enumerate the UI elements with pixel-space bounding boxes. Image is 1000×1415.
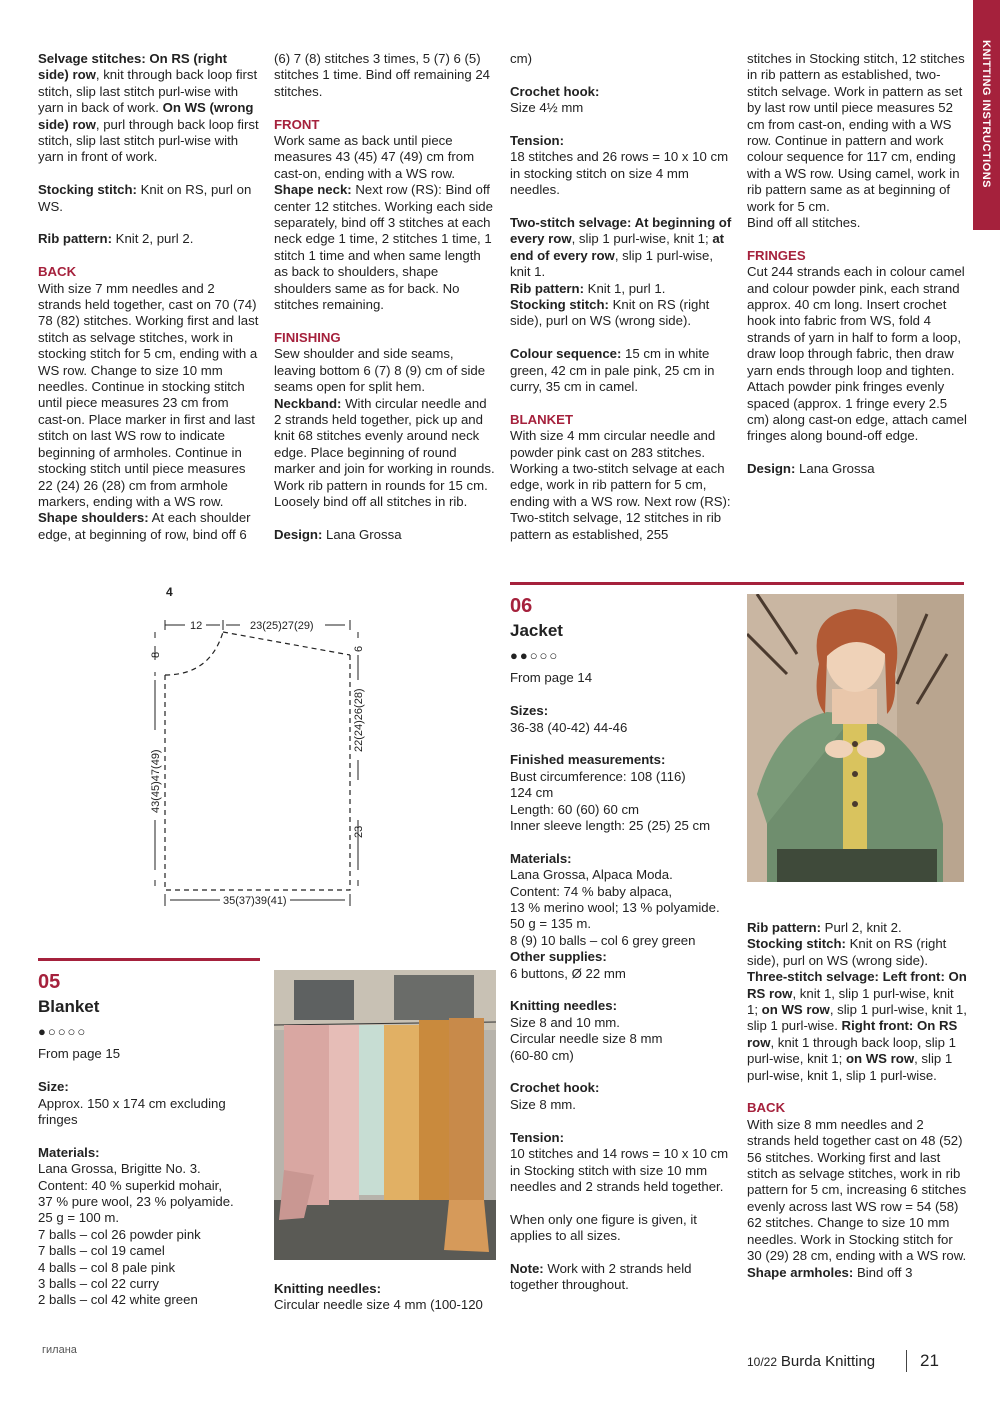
stocking-paragraph: Stocking stitch: Knit on RS, purl on WS. <box>38 182 252 214</box>
finishing-section: FINISHING Sew shoulder and side seams, leaving bottom 6 (7) 8 (9) cm of side seams open for split hem. Neckband: With circular needle and 2 strands held together, pick up and knit 68 stitches evenly around neck edge. Place beginning of round marker and join for working in rounds. Work rib pattern in rounds for 15 cm. Loosely bind off all stitches in rib. <box>274 329 495 509</box>
blanket-continued: stitches in Stocking stitch, 12 stitches in rib pattern as established, two-stitch selvage. Work in pattern as set by last row until piece measures 52 cm from cast-on, ending with a WS row. Continue in pattern and work colour sequence for 117 cm, ending with a WS row. Using camel, work in rib pattern same as at beginning of work for 5 cm. Bind off all stitches. <box>747 51 965 231</box>
needles-continued: cm) <box>510 51 532 66</box>
materials-info: Materials: Lana Grossa, Alpaca Moda. Content: 74 % baby alpaca, 13 % merino wool; 13 % polyamide. 50 g = 135 m. 8 (9) 10 balls – col 6 grey green Other supplies: 6 buttons, Ø 22 mm <box>510 850 720 981</box>
design-credit: Design: Lana Grossa <box>274 526 402 542</box>
footer-issue <box>747 1353 875 1370</box>
back-text: With size 7 mm needles and 2 strands held together, cast on 70 (74) 78 (82) stitches. Working first and last stitch as selvage stitches, work in stocking stitch for 5 cm, ending with a WS row. Change to size 10 mm needles. Continue in stocking stitch until piece measures 23 cm from cast-on. Place marker in first and last stitch on last WS row to indicate beginning of armholes. Continue in stocking stitch until piece measures 22 (24) 26 (28) cm from armhole markers, ending with a WS row. <box>38 280 259 509</box>
blanket-photo <box>274 970 496 1260</box>
dim-bottom: 35(37)39(41) <box>223 895 287 907</box>
hook-info: Crochet hook: Size 8 mm. <box>510 1080 600 1112</box>
sweater-schematic <box>140 580 380 910</box>
tension-info: Tension: 10 stitches and 14 rows = 10 x 10 cm in Stocking stitch with size 10 mm needles and 2 strands held together. <box>510 1129 729 1194</box>
blanket-section <box>38 970 260 1309</box>
design-credit: Design: Lana Grossa <box>747 461 875 477</box>
jacket-back: BACK With size 8 mm needles and 2 strands held together cast on 48 (52) 56 stitches. Working first and last stitch as selvage stitches, work in rib pattern for 5 cm, increasing 6 stitches evenly across last WS row = 54 (58) 62 stitches. Change to size 10 mm needles. Work in Stocking stitch for 30 (29) 28 cm, ending with a WS row. Shape armholes: Bind off 3 <box>747 1100 967 1280</box>
jacket-section <box>510 594 732 1294</box>
difficulty-rating: ●○○○○ <box>38 1024 88 1039</box>
dim-right-small: 6 <box>353 645 365 652</box>
crochet-hook: Crochet hook: Size 4½ mm <box>510 83 600 116</box>
materials-info: Materials: Lana Grossa, Brigitte No. 3. Content: 40 % superkid mohair, 37 % pure wool, 23 % polyamide. 25 g = 100 m. 7 balls – col 26 powder pink 7 balls – col 19 camel 4 balls – col 8 pale pink 3 balls – col 22 curry 2 balls – col 42 white green <box>38 1144 234 1308</box>
front-section: FRONT Work same as back until piece measures 43 (45) 47 (49) cm from cast-on, ending with a WS row. Shape neck: Next row (RS): Bind off center 12 stitches. Working each side separately, bind off 3 stitches at each neck edge 1 time, 2 stitches 1 time, 1 stitch 1 time and when same length as back to shoulders, shape shoulders same as for back. No stitches remaining. <box>274 116 493 313</box>
needles-info: Knitting needles: Size 8 and 10 mm. Circular needle size 8 mm (60-80 cm) <box>510 998 663 1063</box>
back-continued: (6) 7 (8) stitches 3 times, 5 (7) 6 (5) stitches 1 time. Bind off remaining 24 stitches. <box>274 51 490 99</box>
rib-paragraph: Rib pattern: Knit 2, purl 2. <box>38 231 194 247</box>
size-info: Size: Approx. 150 x 174 cm excluding fringes <box>38 1079 226 1128</box>
footer-watermark: гилана <box>42 1344 77 1356</box>
section-title: Blanket <box>38 997 100 1016</box>
section-title: Jacket <box>510 621 563 640</box>
work-note: Note: Work with 2 strands held together throughout. <box>510 1260 692 1293</box>
back-heading: BACK <box>38 264 77 280</box>
page-number: 21 <box>920 1351 939 1370</box>
dim-left-small: 8 <box>150 651 162 658</box>
dim-top-right: 23(25)27(29) <box>250 620 314 632</box>
back-section: BACK With size 7 mm needles and 2 strands held together, cast on 70 (74) 78 (82) stitches. Working first and last stitch as selvage stitches, work in stocking stitch for 5 cm, ending with a WS row. Change to size 10 mm needles. Continue in stocking stitch until piece measures 23 cm from cast-on. Place marker in first and last stitch on last WS row to indicate beginning of armholes. Continue in stocking stitch until piece measures 22 (24) 26 (28) cm from armhole markers, ending with a WS row. Shape shoulders: At each shoulder edge, at beginning of row, bind off 6 <box>38 264 259 542</box>
from-page: From page 15 <box>38 1046 121 1062</box>
sizes-info: Sizes: 36-38 (40-42) 44-46 <box>510 703 628 735</box>
schematic-figure-number: 4 <box>166 585 173 599</box>
column-2 <box>274 51 496 543</box>
dim-right-mid: 22(24)26(28) <box>353 688 365 752</box>
colour-sequence: Colour sequence: 15 cm in white green, 42 cm in pale pink, 25 cm in curry, 35 cm in camel. <box>510 346 715 395</box>
figure-note: When only one figure is given, it applies to all sizes. <box>510 1211 697 1244</box>
tension: Tension: 18 stitches and 26 rows = 10 x 10 cm in stocking stitch on size 4 mm needles. <box>510 133 729 198</box>
column-4 <box>747 51 967 478</box>
finished-measurements: Finished measurements: Bust circumference: 108 (116) 124 cm Length: 60 (60) 60 cm Inner sleeve length: 25 (25) 25 cm <box>510 752 711 834</box>
section-divider <box>510 582 964 585</box>
dim-right-low: 23 <box>353 825 365 838</box>
section-number: 06 <box>510 595 533 617</box>
patterns-selvage: Rib pattern: Purl 2, knit 2. Stocking stitch: Knit on RS (right side), purl on WS (wrong side). Three-stitch selvage: Left front: On RS row, knit 1, slip 1 purl-wise, knit 1; on WS row, slip 1 purl-wise, knit 1, slip 1 purl-wise. Right front: On RS row, knit 1 through back loop, slip 1 purl-wise, knit 1; on WS row, slip 1 purl-wise, knit 1, slip 1 purl-wise. <box>747 920 967 1083</box>
section-divider <box>38 958 260 961</box>
magazine-name: Burda Knitting <box>780 1353 876 1370</box>
dim-left-tall: 43(45)47(49) <box>150 749 162 813</box>
jacket-photo <box>747 594 964 882</box>
blanket-needles: Knitting needles: Circular needle size 4 mm (100-120 <box>274 1281 483 1313</box>
column-1 <box>38 51 260 543</box>
jacket-continued <box>747 920 967 1281</box>
dim-top-left: 12 <box>190 620 203 632</box>
issue-number: 10/22 <box>747 1355 778 1369</box>
section-tab-label: KNITTING INSTRUCTIONS <box>980 40 992 188</box>
footer-separator <box>906 1350 907 1372</box>
fringes-section: FRINGES Cut 244 strands each in colour camel and colour powder pink, each strand approx. 40 cm long. Insert crochet hook into fabric from WS, fold 4 strands of yarn in half to form a loop, draw loop through fabric, then draw yarn ends through loop and tighten. Attach powder pink fringes evenly spaced (approx. 1 fringe every 2.5 cm) along cast-on edge, attach camel fringes along bound-off edge. <box>747 247 967 444</box>
difficulty-rating: ●●○○○ <box>510 648 560 663</box>
selvage-rib-stocking: Two-stitch selvage: At beginning of every row, slip 1 purl-wise, knit 1; at end of every row, slip 1 purl-wise, knit 1. Rib pattern: Knit 1, purl 1. Stocking stitch: Knit on RS (right side), purl on WS (wrong side). <box>510 215 732 329</box>
column-3 <box>510 51 732 543</box>
blanket-instructions: BLANKET With size 4 mm circular needle and powder pink cast on 283 stitches. Working a two-stitch selvage at each edge, work in rib pattern for 5 cm, ending with a WS row. Next row (RS): Two-stitch selvage, 12 stitches in rib pattern as established, 255 <box>510 411 731 542</box>
section-tab <box>973 0 1000 230</box>
from-page: From page 14 <box>510 670 593 686</box>
section-number: 05 <box>38 971 61 993</box>
selvage-paragraph: Selvage stitches: On RS (right side) row, knit through back loop first stitch, slip last stitch purl-wise with yarn in back of work. On WS (wrong side) row, purl through back loop first stitch, slip last stitch purl-wise with yarn in front of work. <box>38 51 259 165</box>
